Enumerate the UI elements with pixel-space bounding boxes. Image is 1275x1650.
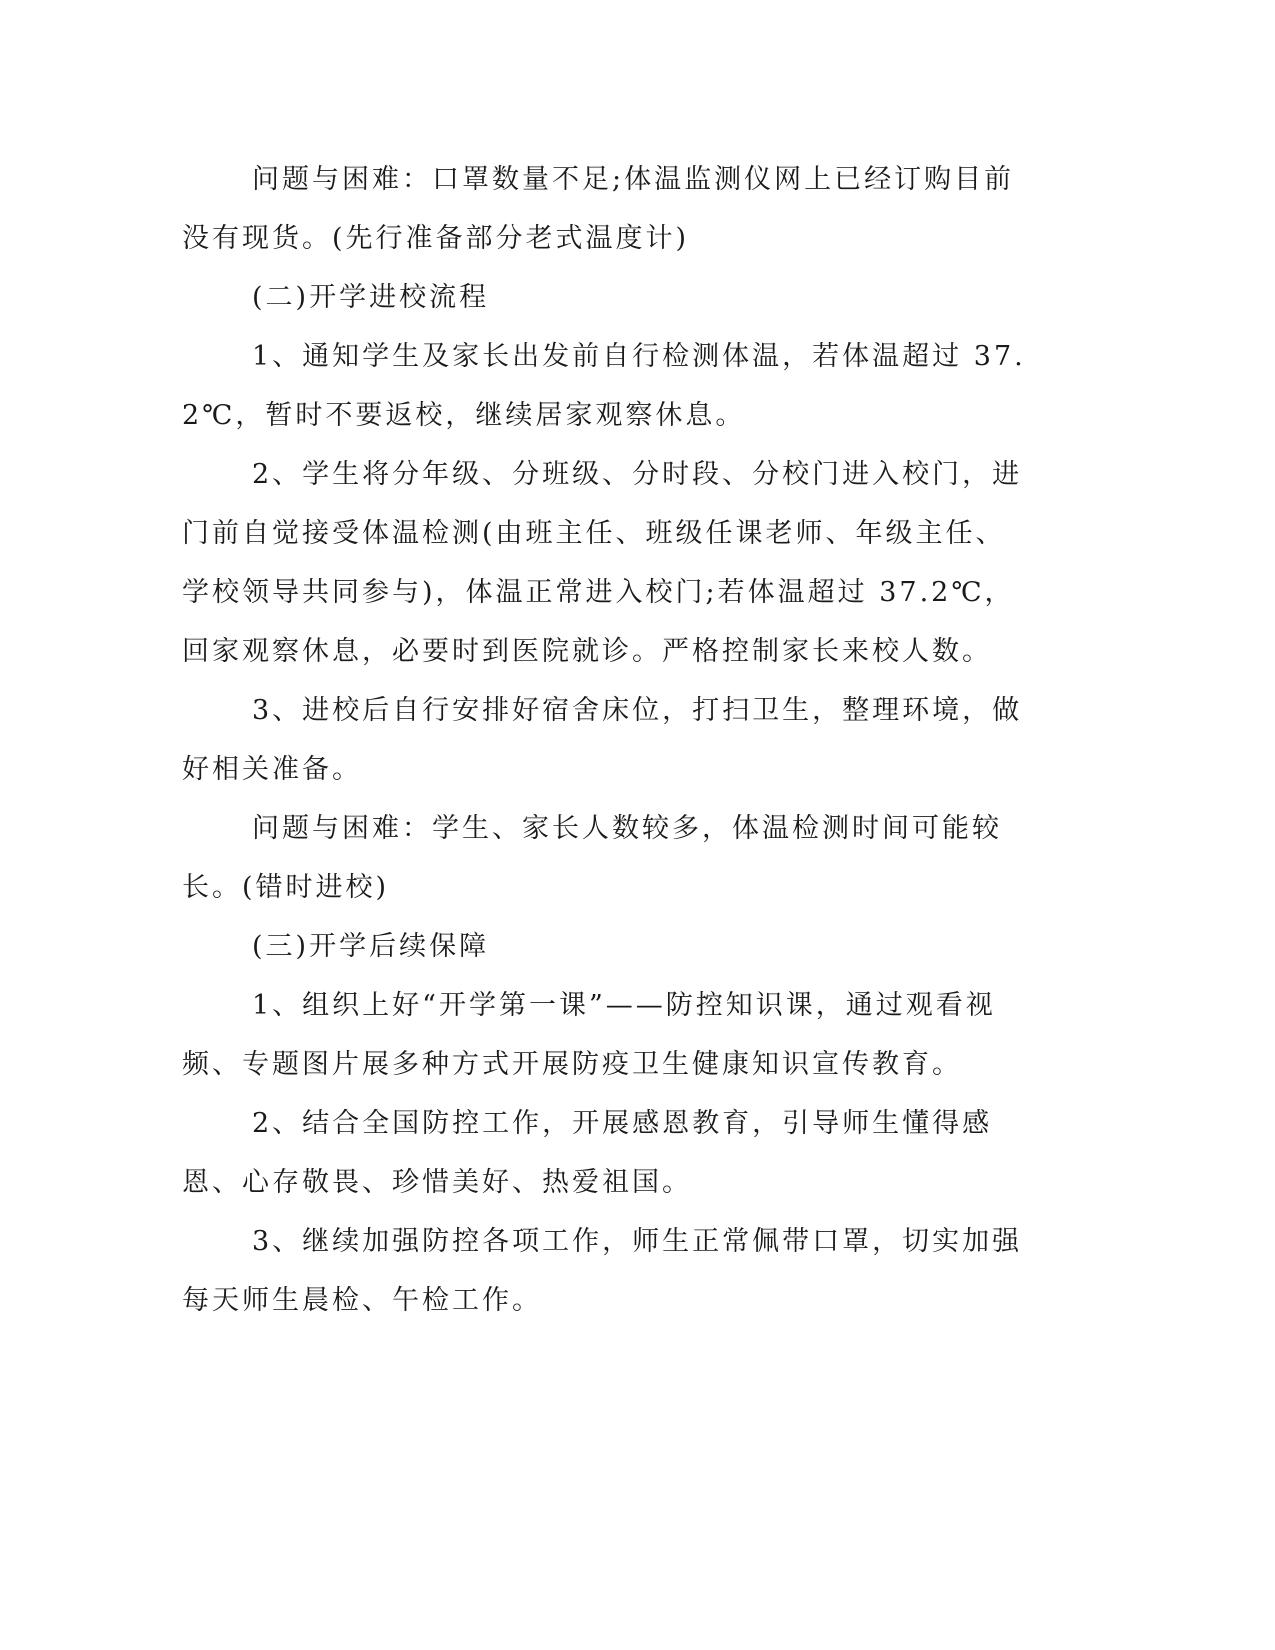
paragraph-entry-step-3: 3、进校后自行安排好宿舍床位，打扫卫生，整理环境，做好相关准备。 bbox=[182, 695, 1023, 785]
paragraph-entry-step-2: 2、学生将分年级、分班级、分时段、分校门进入校门，进门前自觉接受体温检测(由班主任、班级任课老师、年级主任、学校领导共同参与)，体温正常进入校门;若体温超过 37.2℃，回家观察休息，必要时到医院就诊。严格控制家长来校人数。 bbox=[182, 459, 1023, 667]
paragraph-entry-step-1: 1、通知学生及家长出发前自行检测体温，若体温超过 37.2℃，暂时不要返校，继续居家观察休息。 bbox=[182, 341, 1026, 431]
paragraph-problems-masks: 问题与困难：口罩数量不足;体温监测仪网上已经订购目前没有现货。(先行准备部分老式温度计) bbox=[182, 164, 1015, 254]
document-page bbox=[182, 150, 1032, 1330]
paragraph-support-step-2: 2、结合全国防控工作，开展感恩教育，引导师生懂得感恩、心存敬畏、珍惜美好、热爱祖国。 bbox=[182, 1108, 993, 1198]
section-heading-follow-up-support: (三)开学后续保障 bbox=[252, 931, 490, 962]
paragraph-support-step-1: 1、组织上好“开学第一课”——防控知识课，通过观看视频、专题图片展多种方式开展防疫卫生健康知识宣传教育。 bbox=[182, 990, 996, 1080]
paragraph-support-step-3: 3、继续加强防控各项工作，师生正常佩带口罩，切实加强每天师生晨检、午检工作。 bbox=[182, 1226, 1023, 1316]
paragraph-problems-crowding: 问题与困难：学生、家长人数较多，体温检测时间可能较长。(错时进校) bbox=[182, 813, 1002, 903]
section-heading-school-entry-process: (二)开学进校流程 bbox=[252, 282, 490, 313]
